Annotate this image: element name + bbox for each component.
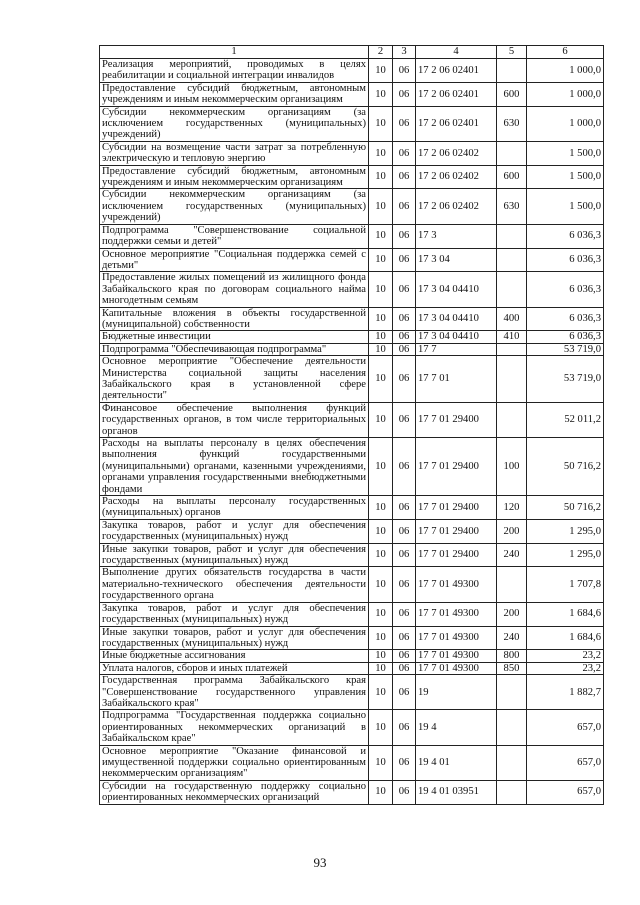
subsection-code: 06 xyxy=(393,662,416,674)
amount: 1 500,0 xyxy=(527,141,604,165)
expense-type-code xyxy=(497,141,527,165)
item-name: Иные закупки товаров, работ и услуг для обеспечения государственных (муниципальных) нужд xyxy=(100,626,369,650)
amount: 6 036,3 xyxy=(527,224,604,248)
table-row xyxy=(100,650,604,662)
table-row xyxy=(100,307,604,331)
table-row xyxy=(100,402,604,437)
target-article-code: 17 7 01 29400 xyxy=(416,438,497,496)
amount: 1 500,0 xyxy=(527,189,604,224)
expense-type-code xyxy=(497,780,527,804)
section-code: 10 xyxy=(369,567,393,602)
item-name: Основное мероприятие "Оказание финансовой и имущественной поддержки социально ориентированным некоммерческим организациям" xyxy=(100,745,369,780)
target-article-code: 17 7 01 29400 xyxy=(416,496,497,520)
item-name: Капитальные вложения в объекты государственной (муниципальной) собственности xyxy=(100,307,369,331)
amount: 1 684,6 xyxy=(527,626,604,650)
target-article-code: 17 2 06 02401 xyxy=(416,59,497,83)
table-row xyxy=(100,567,604,602)
target-article-code: 17 7 01 xyxy=(416,356,497,403)
target-article-code: 17 2 06 02401 xyxy=(416,82,497,106)
target-article-code: 17 7 01 29400 xyxy=(416,402,497,437)
expense-type-code xyxy=(497,567,527,602)
section-code: 10 xyxy=(369,307,393,331)
amount: 657,0 xyxy=(527,780,604,804)
expense-type-code xyxy=(497,59,527,83)
subsection-code: 06 xyxy=(393,626,416,650)
table-row xyxy=(100,626,604,650)
target-article-code: 17 3 04 04410 xyxy=(416,331,497,343)
item-name: Предоставление субсидий бюджетным, автономным учреждениям и иным некоммерческим организациям xyxy=(100,82,369,106)
amount: 52 011,2 xyxy=(527,402,604,437)
subsection-code: 06 xyxy=(393,224,416,248)
section-code: 10 xyxy=(369,710,393,745)
target-article-code: 17 7 01 49300 xyxy=(416,650,497,662)
table-row xyxy=(100,189,604,224)
item-name: Подпрограмма "Обеспечивающая подпрограмма" xyxy=(100,343,369,355)
section-code: 10 xyxy=(369,165,393,189)
amount: 23,2 xyxy=(527,650,604,662)
amount: 657,0 xyxy=(527,745,604,780)
expense-type-code xyxy=(497,356,527,403)
amount: 1 707,8 xyxy=(527,567,604,602)
target-article-code: 17 2 06 02402 xyxy=(416,165,497,189)
subsection-code: 06 xyxy=(393,272,416,307)
item-name: Основное мероприятие "Обеспечение деятельности Министерства социальной защиты населения Забайкальского края в установленной сфере деятельности" xyxy=(100,356,369,403)
column-header: 3 xyxy=(393,46,416,59)
section-code: 10 xyxy=(369,780,393,804)
column-header: 1 xyxy=(100,46,369,59)
subsection-code: 06 xyxy=(393,331,416,343)
expense-type-code: 850 xyxy=(497,662,527,674)
expense-type-code xyxy=(497,402,527,437)
section-code: 10 xyxy=(369,438,393,496)
table-row xyxy=(100,745,604,780)
expense-type-code: 800 xyxy=(497,650,527,662)
table-row xyxy=(100,496,604,520)
amount: 1 000,0 xyxy=(527,59,604,83)
amount: 1 000,0 xyxy=(527,82,604,106)
budget-table xyxy=(99,45,604,805)
target-article-code: 19 4 01 03951 xyxy=(416,780,497,804)
table-row xyxy=(100,543,604,567)
column-header: 4 xyxy=(416,46,497,59)
target-article-code: 17 7 01 49300 xyxy=(416,602,497,626)
item-name: Закупка товаров, работ и услуг для обеспечения государственных (муниципальных) нужд xyxy=(100,602,369,626)
subsection-code: 06 xyxy=(393,189,416,224)
table-row xyxy=(100,438,604,496)
subsection-code: 06 xyxy=(393,745,416,780)
section-code: 10 xyxy=(369,189,393,224)
amount: 23,2 xyxy=(527,662,604,674)
expense-type-code xyxy=(497,343,527,355)
subsection-code: 06 xyxy=(393,343,416,355)
expense-type-code xyxy=(497,710,527,745)
table-row xyxy=(100,356,604,403)
target-article-code: 19 xyxy=(416,675,497,710)
section-code: 10 xyxy=(369,59,393,83)
table-row xyxy=(100,224,604,248)
expense-type-code xyxy=(497,675,527,710)
item-name: Субсидии некоммерческим организациям (за исключением государственных (муниципальных) учреждений) xyxy=(100,189,369,224)
item-name: Субсидии на возмещение части затрат за потребленную электрическую и тепловую энергию xyxy=(100,141,369,165)
section-code: 10 xyxy=(369,745,393,780)
target-article-code: 17 7 xyxy=(416,343,497,355)
section-code: 10 xyxy=(369,82,393,106)
subsection-code: 06 xyxy=(393,141,416,165)
item-name: Бюджетные инвестиции xyxy=(100,331,369,343)
subsection-code: 06 xyxy=(393,519,416,543)
table-row xyxy=(100,780,604,804)
subsection-code: 06 xyxy=(393,106,416,141)
subsection-code: 06 xyxy=(393,59,416,83)
section-code: 10 xyxy=(369,356,393,403)
subsection-code: 06 xyxy=(393,402,416,437)
table-row xyxy=(100,272,604,307)
item-name: Иные закупки товаров, работ и услуг для обеспечения государственных (муниципальных) нужд xyxy=(100,543,369,567)
item-name: Закупка товаров, работ и услуг для обеспечения государственных (муниципальных) нужд xyxy=(100,519,369,543)
expense-type-code: 100 xyxy=(497,438,527,496)
expense-type-code: 600 xyxy=(497,165,527,189)
target-article-code: 17 7 01 29400 xyxy=(416,543,497,567)
table-row xyxy=(100,343,604,355)
target-article-code: 17 3 xyxy=(416,224,497,248)
column-header: 6 xyxy=(527,46,604,59)
expense-type-code: 410 xyxy=(497,331,527,343)
expense-type-code xyxy=(497,272,527,307)
subsection-code: 06 xyxy=(393,710,416,745)
table-row xyxy=(100,59,604,83)
expense-type-code xyxy=(497,745,527,780)
section-code: 10 xyxy=(369,602,393,626)
section-code: 10 xyxy=(369,224,393,248)
page-number: 93 xyxy=(313,855,327,870)
item-name: Расходы на выплаты персоналу в целях обеспечения выполнения функций государственными (муниципальными) органами, казенными учреждениями, органами управления государственными внебюджетными фондами xyxy=(100,438,369,496)
subsection-code: 06 xyxy=(393,307,416,331)
expense-type-code: 200 xyxy=(497,602,527,626)
subsection-code: 06 xyxy=(393,567,416,602)
item-name: Расходы на выплаты персоналу государственных (муниципальных) органов xyxy=(100,496,369,520)
amount: 50 716,2 xyxy=(527,496,604,520)
section-code: 10 xyxy=(369,248,393,272)
amount: 657,0 xyxy=(527,710,604,745)
table-row xyxy=(100,141,604,165)
table-body xyxy=(100,59,604,805)
item-name: Реализация мероприятий, проводимых в целях реабилитации и социальной интеграции инвалидов xyxy=(100,59,369,83)
header-row xyxy=(100,46,604,59)
table-row xyxy=(100,165,604,189)
target-article-code: 17 3 04 xyxy=(416,248,497,272)
amount: 6 036,3 xyxy=(527,307,604,331)
table-row xyxy=(100,82,604,106)
amount: 1 500,0 xyxy=(527,165,604,189)
item-name: Государственная программа Забайкальского края "Совершенствование государственного управления Забайкальского края" xyxy=(100,675,369,710)
amount: 53 719,0 xyxy=(527,356,604,403)
section-code: 10 xyxy=(369,675,393,710)
amount: 6 036,3 xyxy=(527,331,604,343)
item-name: Иные бюджетные ассигнования xyxy=(100,650,369,662)
table-row xyxy=(100,248,604,272)
target-article-code: 17 3 04 04410 xyxy=(416,307,497,331)
expense-type-code xyxy=(497,224,527,248)
target-article-code: 17 7 01 49300 xyxy=(416,567,497,602)
target-article-code: 17 7 01 29400 xyxy=(416,519,497,543)
subsection-code: 06 xyxy=(393,780,416,804)
section-code: 10 xyxy=(369,543,393,567)
column-header: 2 xyxy=(369,46,393,59)
subsection-code: 06 xyxy=(393,543,416,567)
amount: 50 716,2 xyxy=(527,438,604,496)
amount: 1 684,6 xyxy=(527,602,604,626)
item-name: Уплата налогов, сборов и иных платежей xyxy=(100,662,369,674)
section-code: 10 xyxy=(369,141,393,165)
expense-type-code: 200 xyxy=(497,519,527,543)
section-code: 10 xyxy=(369,343,393,355)
item-name: Субсидии на государственную поддержку социально ориентированных некоммерческих организаций xyxy=(100,780,369,804)
section-code: 10 xyxy=(369,662,393,674)
table-row xyxy=(100,710,604,745)
amount: 1 295,0 xyxy=(527,519,604,543)
section-code: 10 xyxy=(369,519,393,543)
expense-type-code: 630 xyxy=(497,106,527,141)
target-article-code: 19 4 xyxy=(416,710,497,745)
subsection-code: 06 xyxy=(393,356,416,403)
subsection-code: 06 xyxy=(393,248,416,272)
target-article-code: 17 7 01 49300 xyxy=(416,626,497,650)
table-row xyxy=(100,331,604,343)
expense-type-code: 240 xyxy=(497,543,527,567)
expense-type-code: 120 xyxy=(497,496,527,520)
target-article-code: 17 2 06 02402 xyxy=(416,141,497,165)
subsection-code: 06 xyxy=(393,602,416,626)
expense-type-code: 600 xyxy=(497,82,527,106)
section-code: 10 xyxy=(369,626,393,650)
section-code: 10 xyxy=(369,402,393,437)
section-code: 10 xyxy=(369,650,393,662)
expense-type-code: 630 xyxy=(497,189,527,224)
table-row xyxy=(100,602,604,626)
section-code: 10 xyxy=(369,331,393,343)
item-name: Предоставление субсидий бюджетным, автономным учреждениям и иным некоммерческим организациям xyxy=(100,165,369,189)
subsection-code: 06 xyxy=(393,496,416,520)
item-name: Субсидии некоммерческим организациям (за исключением государственных (муниципальных) учреждений) xyxy=(100,106,369,141)
target-article-code: 17 2 06 02401 xyxy=(416,106,497,141)
amount: 1 882,7 xyxy=(527,675,604,710)
item-name: Подпрограмма "Совершенствование социальной поддержки семьи и детей" xyxy=(100,224,369,248)
subsection-code: 06 xyxy=(393,675,416,710)
target-article-code: 17 7 01 49300 xyxy=(416,662,497,674)
table-row xyxy=(100,106,604,141)
expense-type-code: 400 xyxy=(497,307,527,331)
item-name: Подпрограмма "Государственная поддержка социально ориентированных некоммерческих организаций в Забайкальском крае" xyxy=(100,710,369,745)
expense-type-code xyxy=(497,248,527,272)
amount: 1 295,0 xyxy=(527,543,604,567)
subsection-code: 06 xyxy=(393,82,416,106)
item-name: Выполнение других обязательств государства в части материально-технического обеспечения деятельности государственного органа xyxy=(100,567,369,602)
item-name: Финансовое обеспечение выполнения функций государственных органов, в том числе территориальных органов xyxy=(100,402,369,437)
amount: 1 000,0 xyxy=(527,106,604,141)
target-article-code: 17 3 04 04410 xyxy=(416,272,497,307)
amount: 6 036,3 xyxy=(527,248,604,272)
subsection-code: 06 xyxy=(393,165,416,189)
section-code: 10 xyxy=(369,272,393,307)
target-article-code: 17 2 06 02402 xyxy=(416,189,497,224)
target-article-code: 19 4 01 xyxy=(416,745,497,780)
item-name: Основное мероприятие "Социальная поддержка семей с детьми" xyxy=(100,248,369,272)
item-name: Предоставление жилых помещений из жилищного фонда Забайкальского края по договорам социального найма многодетным семьям xyxy=(100,272,369,307)
section-code: 10 xyxy=(369,106,393,141)
amount: 53 719,0 xyxy=(527,343,604,355)
section-code: 10 xyxy=(369,496,393,520)
expense-type-code: 240 xyxy=(497,626,527,650)
table-row xyxy=(100,519,604,543)
table-row xyxy=(100,675,604,710)
amount: 6 036,3 xyxy=(527,272,604,307)
subsection-code: 06 xyxy=(393,650,416,662)
table-row xyxy=(100,662,604,674)
subsection-code: 06 xyxy=(393,438,416,496)
column-header: 5 xyxy=(497,46,527,59)
